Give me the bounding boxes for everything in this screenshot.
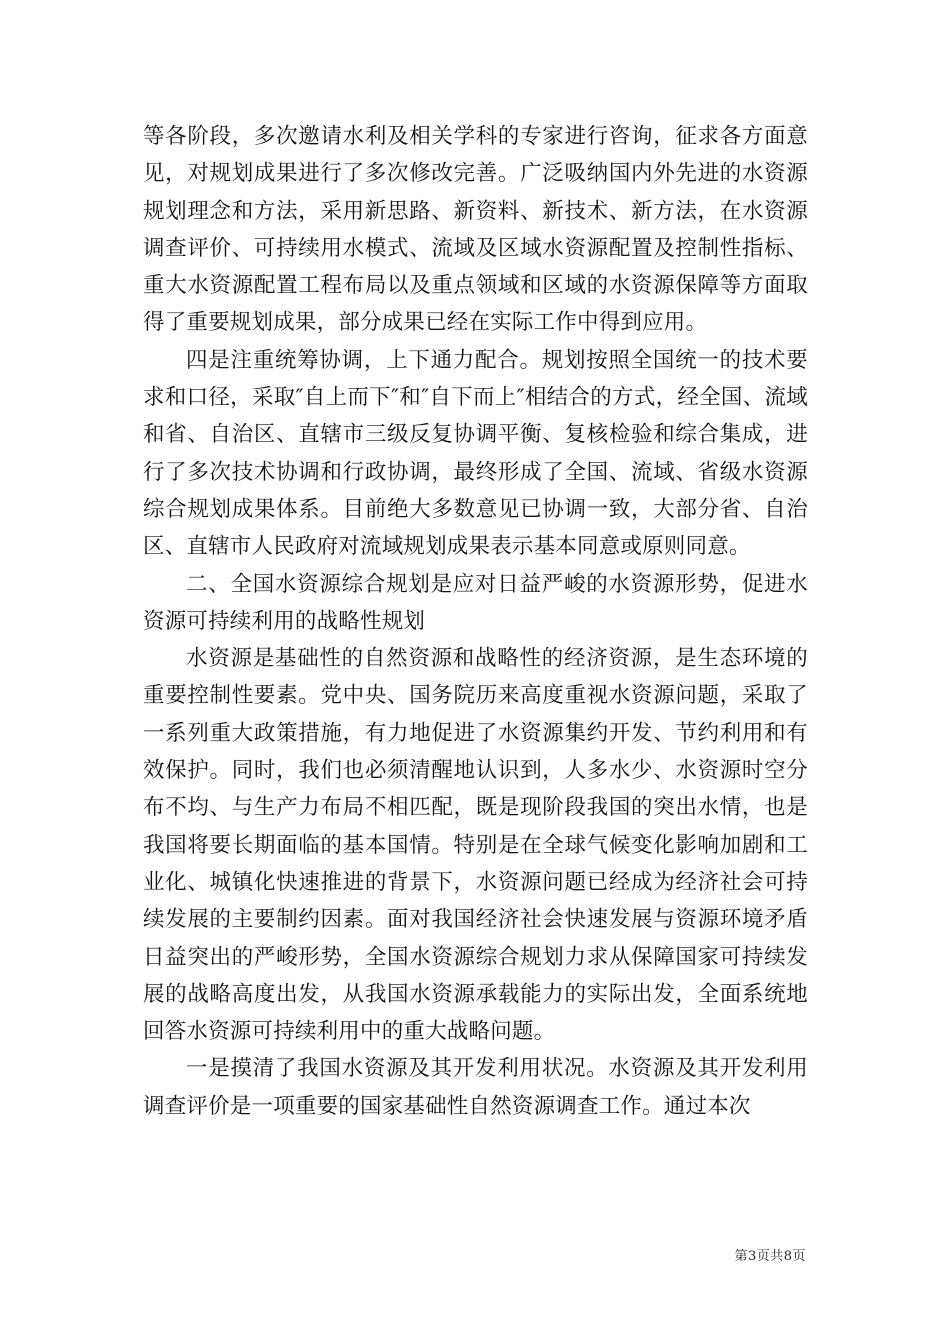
paragraph-water-resources: 水资源是基础性的自然资源和战略性的经济资源，是生态环境的重要控制性要素。党中央、国务院历来高度重视水资源问题，采取了一系列重大政策措施，有力地促进了水资源集约开发、节约利用和有效保护。同时，我们也必须清醒地认识到，人多水少、水资源时空分布不均、与生产力布局不相匹配，既是现阶段我国的突出水情，也是我国将要长期面临的基本国情。特别是在全球气候变化影响加剧和工业化、城镇化快速推进的背景下，水资源问题已经成为经济社会可持续发展的主要制约因素。面对我国经济社会快速发展与资源环境矛盾日益突出的严峻形势，全国水资源综合规划力求从保障国家可持续发展的战略高度出发，从我国水资源承载能力的实际出发，全面系统地回答水资源可持续利用中的重大战略问题。 <box>143 646 808 1045</box>
paragraph-point-four: 四是注重统筹协调，上下通力配合。规划按照全国统一的技术要求和口径，采取″自上而下″和″自下而上″相结合的方式，经全国、流域和省、自治区、直辖市三级反复协调平衡、复核检验和综合集成，进行了多次技术协调和行政协调，最终形成了全国、流域、省级水资源综合规划成果体系。目前绝大多数意见已协调一致，大部分省、自治区、直辖市人民政府对流域规划成果表示基本同意或原则同意。 <box>143 347 808 560</box>
paragraph-point-one: 一是摸清了我国水资源及其开发利用状况。水资源及其开发利用调查评价是一项重要的国家基础性自然资源调查工作。通过本次 <box>143 1056 808 1119</box>
paragraph-continuation: 等各阶段，多次邀请水利及相关学科的专家进行咨询，征求各方面意见，对规划成果进行了多次修改完善。广泛吸纳国内外先进的水资源规划理念和方法，采用新思路、新资料、新技术、新方法，在水资源调查评价、可持续用水模式、流域及区域水资源配置及控制性指标、重大水资源配置工程布局以及重点领域和区域的水资源保障等方面取得了重要规划成果，部分成果已经在实际工作中得到应用。 <box>143 124 808 336</box>
page-number-footer: 第3页共8页 <box>734 1249 806 1264</box>
section-heading-two: 二、全国水资源综合规划是应对日益严峻的水资源形势，促进水资源可持续利用的战略性规划 <box>143 571 808 634</box>
body-text <box>143 118 808 1125</box>
